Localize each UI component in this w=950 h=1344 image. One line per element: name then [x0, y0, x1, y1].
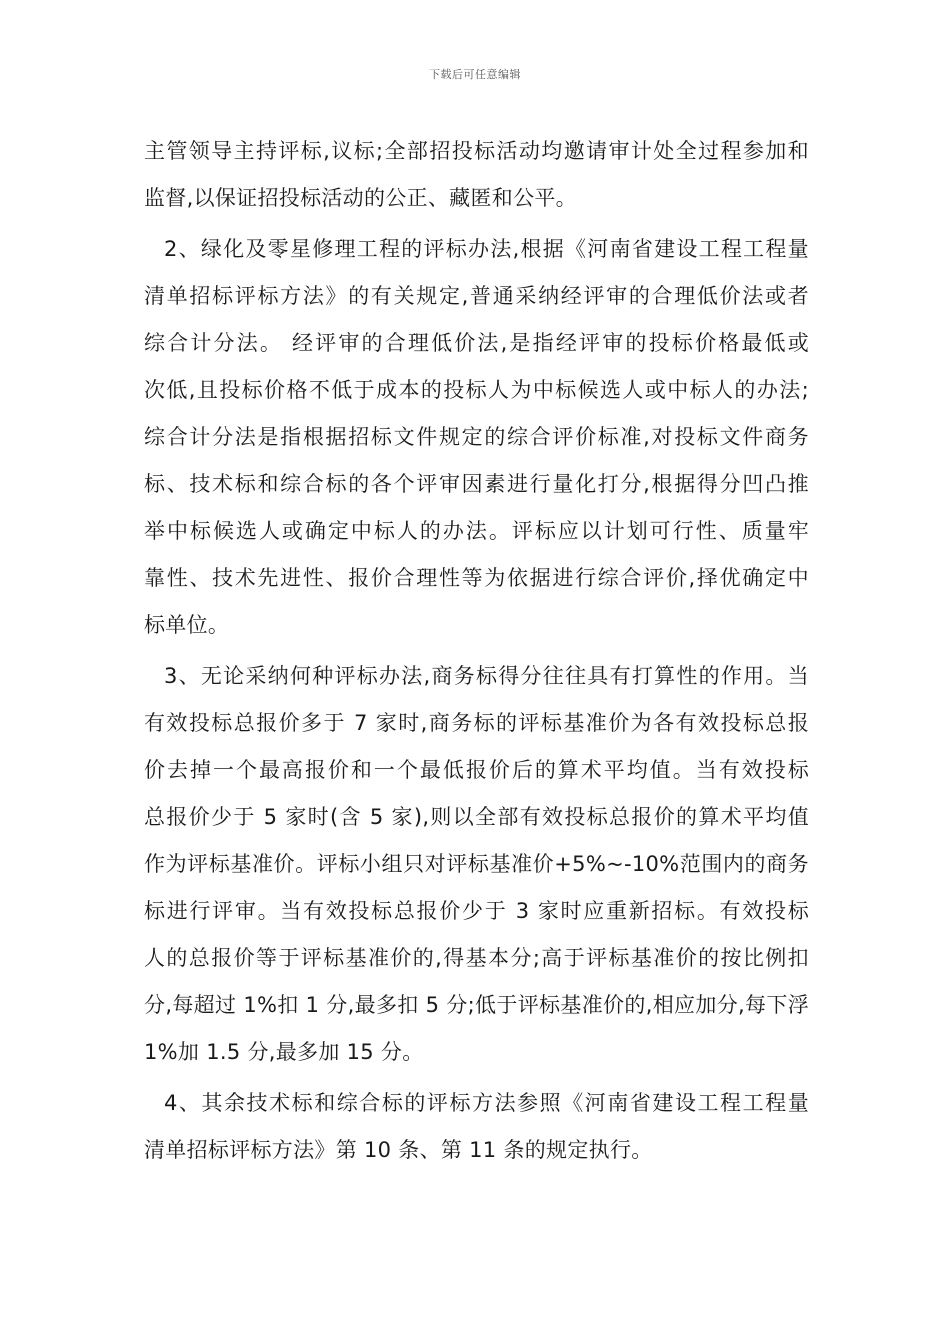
text-line: 清单招标评标方法》的有关规定,普通采纳经评审的合理低价法或者 [144, 284, 809, 308]
text-line: 清单招标评标方法》第 10 条、第 11 条的规定执行。 [144, 1138, 653, 1162]
text-line: 作为评标基准价。评标小组只对评标基准价+5%~-10%范围内的商务 [144, 852, 809, 876]
text-line: 4、其余技术标和综合标的评标方法参照《河南省建设工程工程量 [164, 1091, 809, 1115]
text-line: 次低,且投标价格不低于成本的投标人为中标候选人或中标人的办法; [144, 378, 809, 402]
text-line: 综合计分法是指根据招标文件规定的综合评价标准,对投标文件商务 [144, 425, 809, 449]
paragraph-2 [144, 226, 809, 649]
page-header: 下载后可任意编辑 [429, 68, 521, 81]
text-line: 价去掉一个最高报价和一个最低报价后的算术平均值。当有效投标 [144, 758, 809, 782]
text-line: 靠性、技术先进性、报价合理性等为依据进行综合评价,择优确定中 [144, 566, 809, 590]
text-line: 3、无论采纳何种评标办法,商务标得分往往具有打算性的作用。当 [164, 664, 809, 688]
text-line: 分,每超过 1%扣 1 分,最多扣 5 分;低于评标基准价的,相应加分,每下浮 [144, 993, 809, 1017]
paragraph-3 [144, 653, 809, 1076]
text-line: 标、技术标和综合标的各个评审因素进行量化打分,根据得分凹凸推 [144, 472, 809, 496]
text-line: 举中标候选人或确定中标人的办法。评标应以计划可行性、质量牢 [144, 519, 809, 543]
document-body [144, 128, 809, 1178]
text-line: 监督,以保证招投标活动的公正、藏匿和公平。 [144, 186, 577, 210]
text-line: 1%加 1.5 分,最多加 15 分。 [144, 1040, 424, 1064]
text-line: 人的总报价等于评标基准价的,得基本分;高于评标基准价的按比例扣 [144, 946, 809, 970]
text-line: 有效投标总报价多于 7 家时,商务标的评标基准价为各有效投标总报 [144, 711, 809, 735]
text-line: 2、绿化及零星修理工程的评标办法,根据《河南省建设工程工程量 [164, 237, 809, 261]
text-line: 标进行评审。当有效投标总报价少于 3 家时应重新招标。有效投标 [144, 899, 809, 923]
paragraph-1 [144, 128, 809, 222]
text-line: 综合计分法。 经评审的合理低价法,是指经评审的投标价格最低或 [144, 331, 809, 355]
text-line: 主管领导主持评标,议标;全部招投标活动均邀请审计处全过程参加和 [144, 139, 809, 163]
paragraph-4 [144, 1080, 809, 1174]
text-line: 标单位。 [144, 613, 230, 637]
text-line: 总报价少于 5 家时(含 5 家),则以全部有效投标总报价的算术平均值 [144, 805, 809, 829]
